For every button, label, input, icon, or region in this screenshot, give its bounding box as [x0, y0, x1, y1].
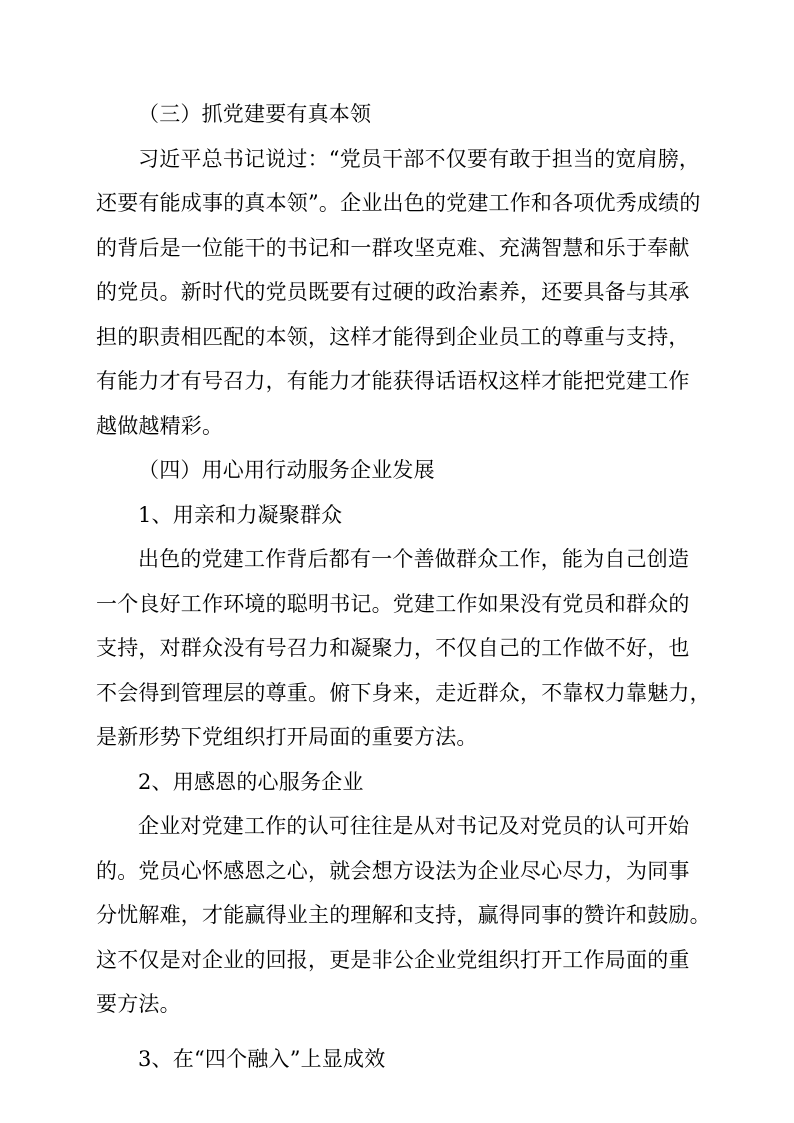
paragraph-line: 支持，对群众没有号召力和凝聚力，不仅自己的工作做不好，也: [96, 636, 690, 660]
paragraph-line: 的党员。新时代的党员既要有过硬的政治素养，还要具备与其承: [96, 280, 690, 304]
section-heading-3: （三）抓党建要有真本领: [138, 102, 372, 126]
paragraph-line: 要方法。: [96, 992, 181, 1016]
paragraph-line: 习近平总书记说过：“党员干部不仅要有敢于担当的宽肩膀，: [138, 146, 701, 171]
paragraph-line: 的。党员心怀感恩之心，就会想方设法为企业尽心尽力，为同事: [96, 858, 690, 883]
paragraph-line: 担的职责相匹配的本领，这样才能得到企业员工的尊重与支持，: [96, 324, 690, 349]
paragraph-line: 的背后是一位能干的书记和一群攻坚克难、充满智慧和乐于奉献: [96, 235, 690, 260]
paragraph-line: 分忧解难，才能赢得业主的理解和支持，赢得同事的赞许和鼓励。: [96, 903, 711, 927]
paragraph-line: 一个良好工作环境的聪明书记。党建工作如果没有党员和群众的: [96, 591, 690, 616]
paragraph-line: 有能力才有号召力，有能力才能获得话语权这样才能把党建工作: [96, 369, 690, 393]
paragraph-line: 越做越精彩。: [96, 413, 224, 438]
item-heading-2: 2、用感恩的心服务企业: [138, 769, 364, 794]
paragraph-line: 还要有能成事的真本领”。企业出色的党建工作和各项优秀成绩的: [96, 191, 701, 215]
document-page: [96, 92, 711, 1081]
paragraph-line: 是新形势下党组织打开局面的重要方法。: [96, 725, 478, 749]
section-heading-4: （四）用心用行动服务企业发展: [138, 458, 435, 482]
paragraph-line: 企业对党建工作的认可往往是从对书记及对党员的认可开始: [138, 814, 690, 838]
item-heading-1: 1、用亲和力凝聚群众: [138, 502, 343, 527]
item-heading-3: 3、在“四个融入”上显成效: [138, 1046, 386, 1071]
paragraph-line: 不会得到管理层的尊重。俯下身来，走近群众，不靠权力靠魅力，: [96, 680, 711, 705]
paragraph-line: 这不仅是对企业的回报，更是非公企业党组织打开工作局面的重: [96, 947, 690, 972]
paragraph-line: 出色的党建工作背后都有一个善做群众工作，能为自己创造: [138, 547, 690, 571]
